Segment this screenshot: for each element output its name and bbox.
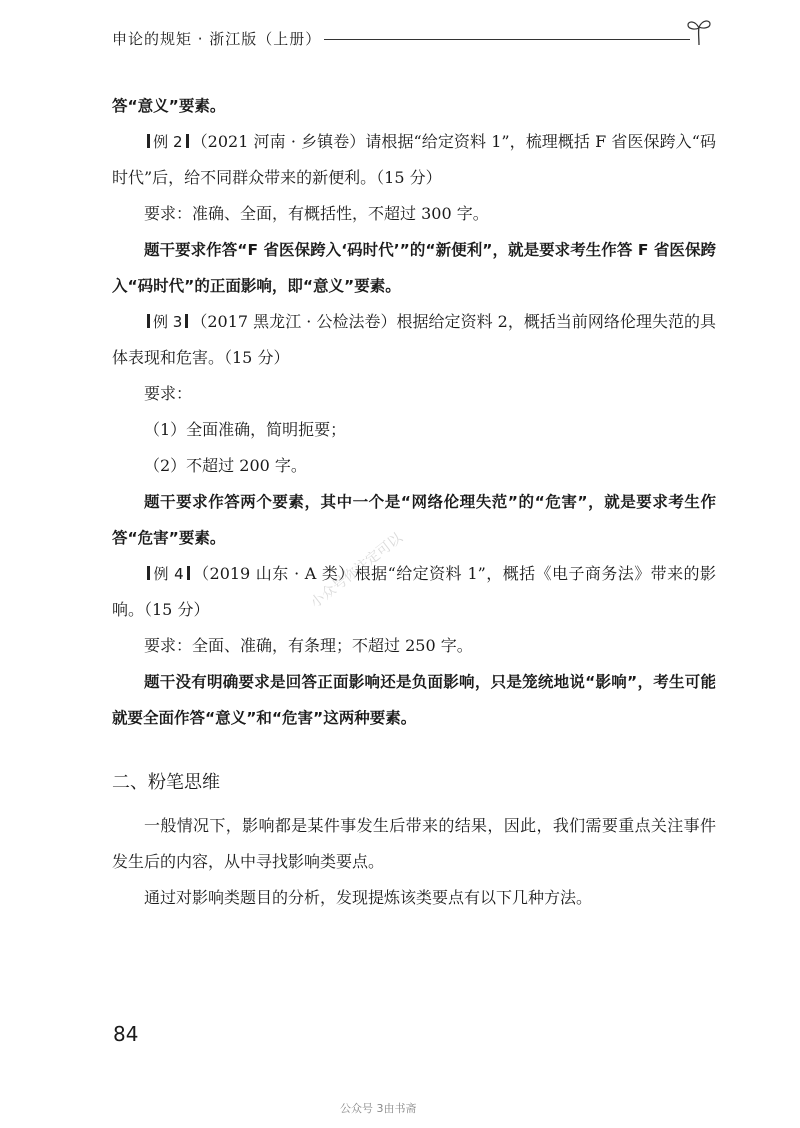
example-marker	[187, 566, 190, 580]
section-heading: 二、粉笔思维	[112, 772, 220, 793]
example-3-analysis: 题干要求作答两个要素，其中一个是“网络伦理失范”的“危害”，就是要求考生作答“危害”要素。	[112, 493, 716, 547]
watermark: 小众号你注定可以	[307, 530, 406, 612]
book-title: 申论的规矩 · 浙江版（上册）	[112, 30, 322, 48]
footer-watermark: 公众号 3由书斋	[340, 1102, 417, 1115]
example-text: （2019 山东 · A 类）根据“给定资料 1”，概括《电子商务法》带来的影响。（15 分）	[112, 564, 716, 619]
example-3-requirement: 要求：	[144, 384, 193, 403]
example-marker	[185, 314, 188, 328]
example-text: （2017 黑龙江 · 公检法卷）根据给定资料 2，概括当前网络伦理失范的具体表现和危害。（15 分）	[112, 312, 716, 367]
example-label: 例 3	[153, 313, 183, 331]
example-marker	[147, 566, 150, 580]
example-label: 例 2	[153, 133, 183, 151]
header-rule	[324, 39, 690, 40]
running-header	[112, 22, 712, 52]
example-text: （2021 河南 · 乡镇卷）请根据“给定资料 1”，梳理概括 F 省医保跨入“码时代”后，给不同群众带来的新便利。（15 分）	[112, 132, 716, 187]
sprout-icon	[686, 18, 712, 46]
example-2-analysis: 题干要求作答“F 省医保跨入‘码时代’”的“新便利”，就是要求考生作答 F 省医保跨入“码时代”的正面影响，即“意义”要素。	[112, 241, 716, 295]
example-4-requirement: 要求：全面、准确，有条理；不超过 250 字。	[144, 636, 473, 655]
example-3-requirement-2: （2）不超过 200 字。	[144, 456, 307, 475]
page-body	[112, 88, 716, 916]
section-paragraph: 一般情况下，影响都是某件事发生后带来的结果，因此，我们需要重点关注事件发生后的内容，从中寻找影响类要点。	[112, 816, 716, 871]
example-marker	[147, 314, 150, 328]
example-2-requirement: 要求：准确、全面，有概括性，不超过 300 字。	[144, 204, 489, 223]
page-number: 84	[113, 1022, 139, 1046]
example-marker	[147, 134, 150, 148]
example-marker	[186, 134, 189, 148]
example-4-analysis: 题干没有明确要求是回答正面影响还是负面影响，只是笼统地说“影响”，考生可能就要全面作答“意义”和“危害”这两种要素。	[112, 673, 716, 727]
example-2	[112, 124, 716, 196]
example-3	[112, 304, 716, 376]
example-3-requirement-1: （1）全面准确，简明扼要；	[144, 420, 347, 439]
section-paragraph: 通过对影响类题目的分析，发现提炼该类要点有以下几种方法。	[144, 888, 593, 907]
example-label: 例 4	[153, 565, 184, 583]
example-4	[112, 556, 716, 628]
paragraph-intro: 答“意义”要素。	[112, 97, 226, 115]
